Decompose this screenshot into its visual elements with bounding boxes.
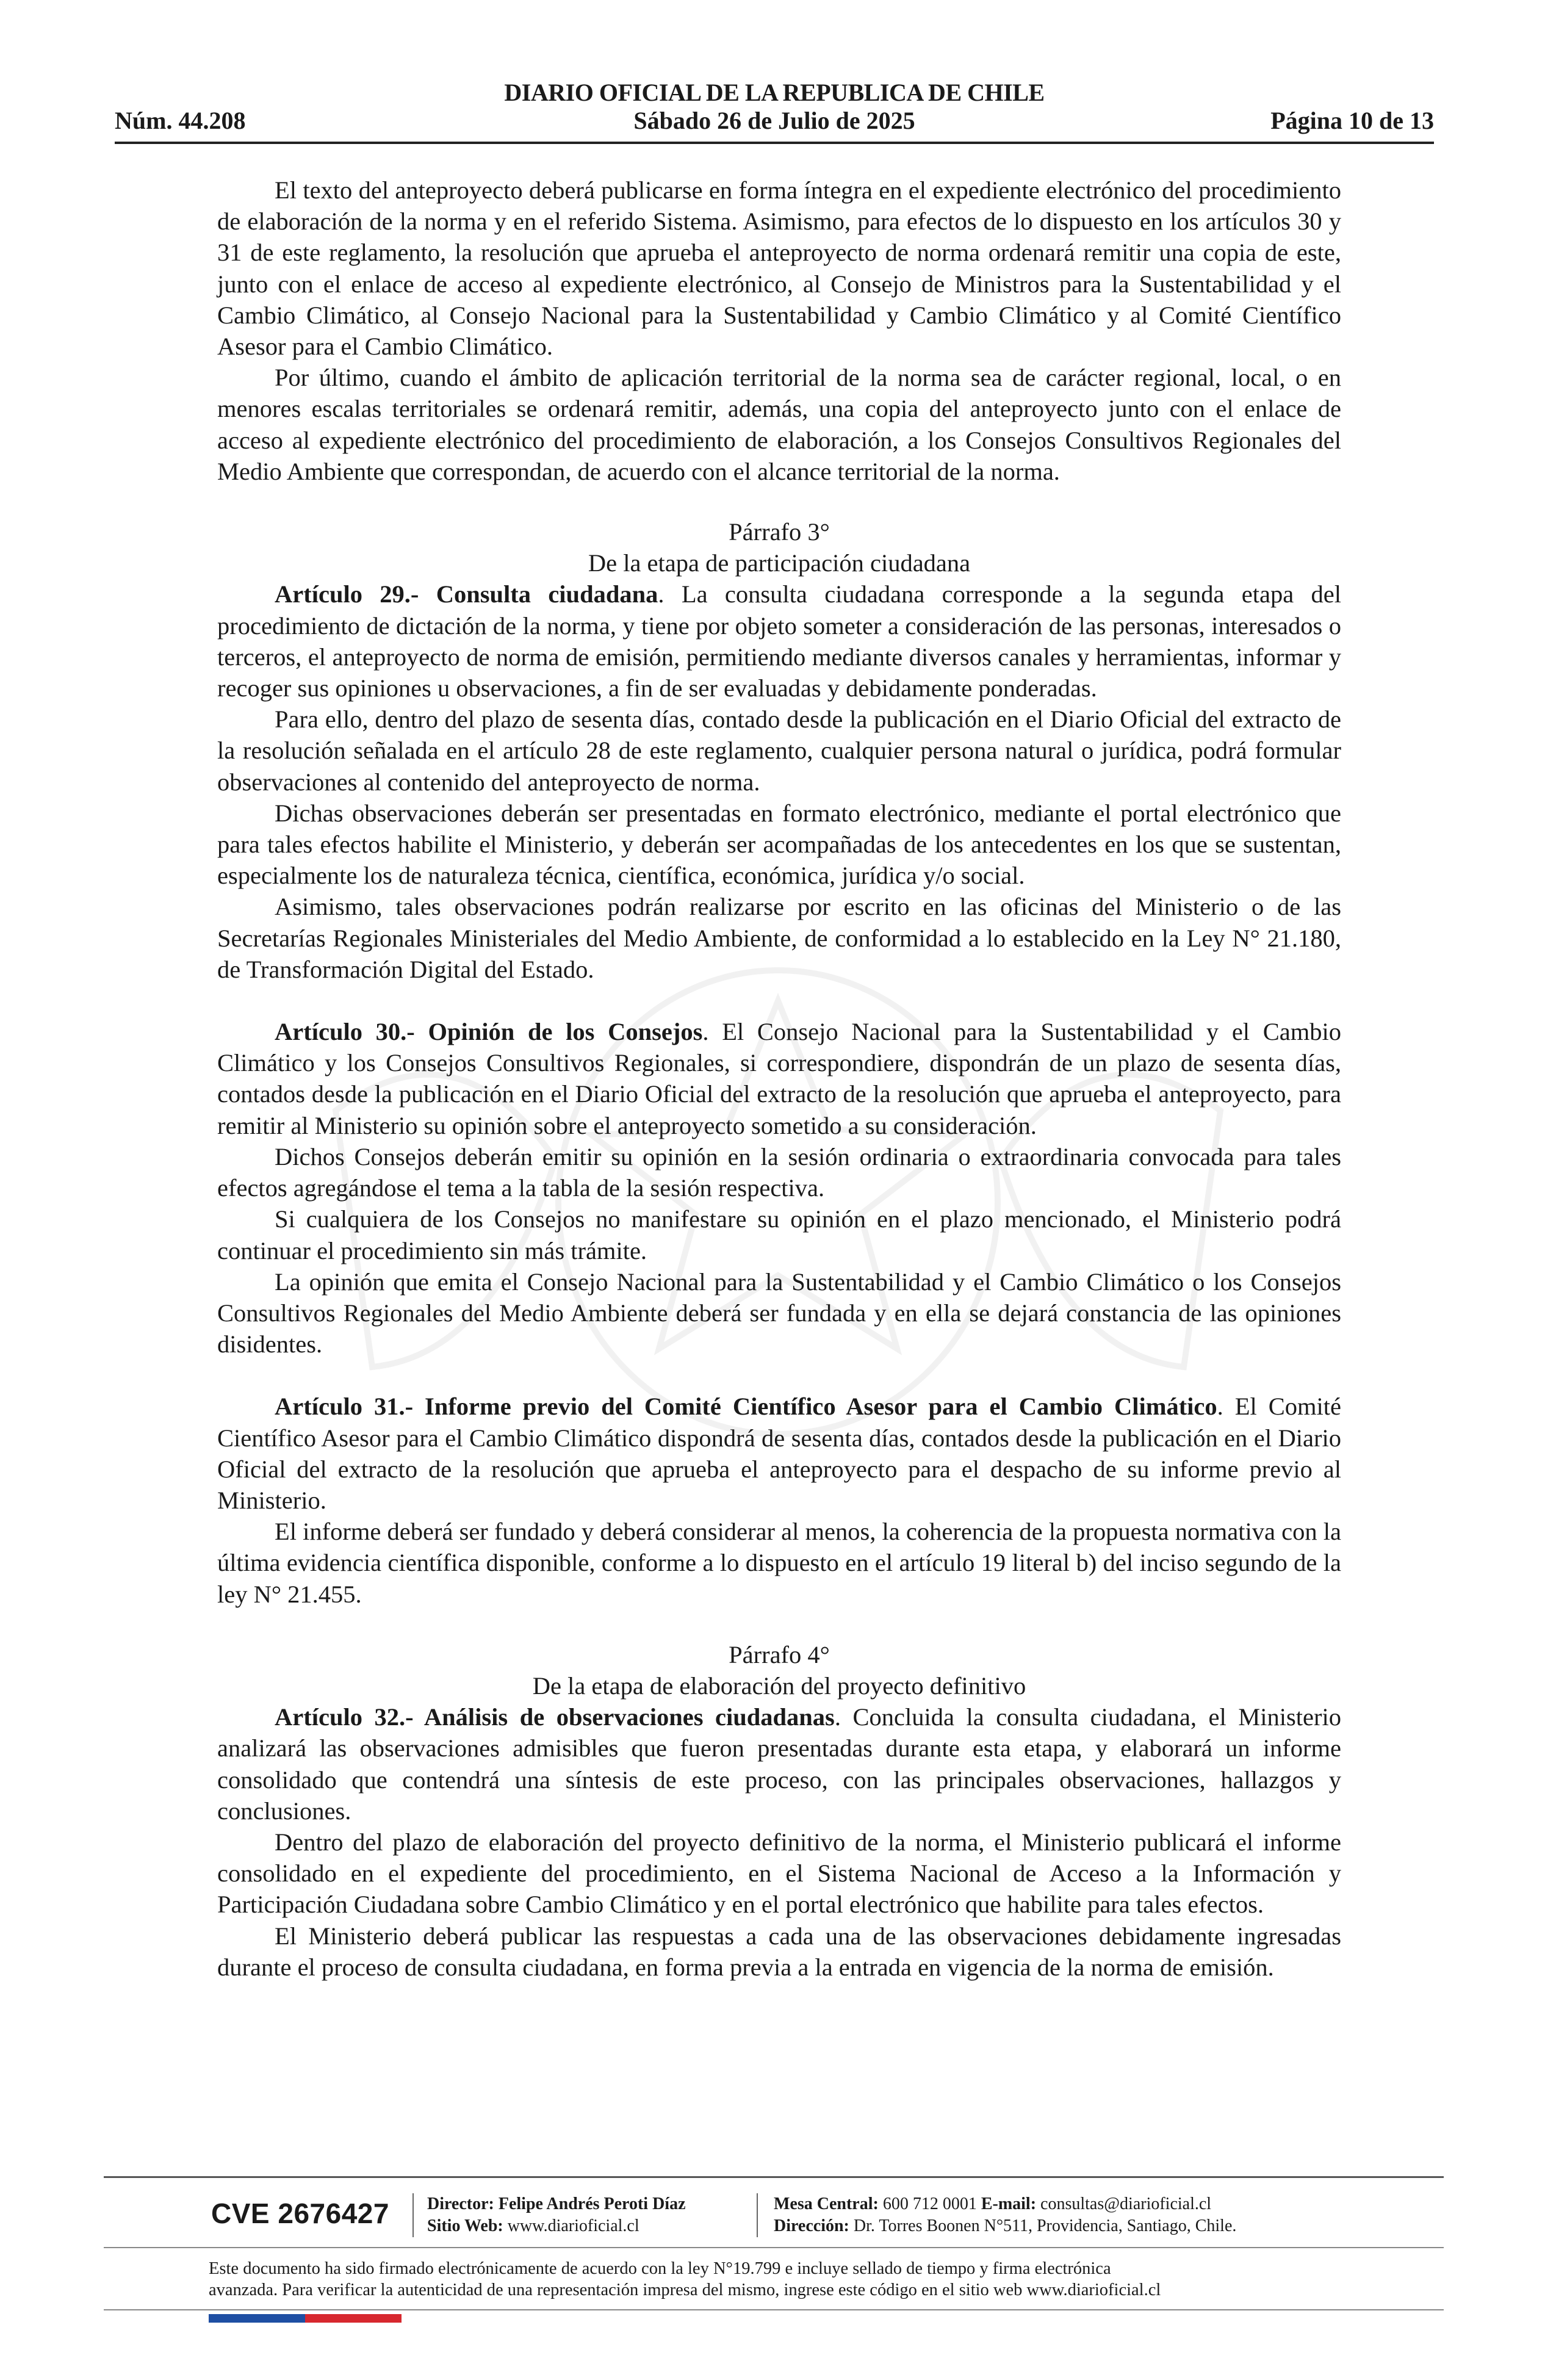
address: Dr. Torres Boonen N°511, Providencia, Santiago, Chile. — [853, 2216, 1237, 2235]
issue-date: Sábado 26 de Julio de 2025 — [633, 107, 915, 134]
article-paragraph: Artículo 31.- Informe previo del Comité Científico Asesor para el Cambio Climático. El Comité Científico Asesor para el Cambio Climático dispondrá de sesenta días, contados desde la publicación en el Diario Oficial del extracto de la resolución que aprueba el anteproyecto para el despacho de su informe previo al Ministerio. — [217, 1393, 1341, 1514]
header-divider — [115, 142, 1434, 144]
paragraph: La opinión que emita el Consejo Nacional para la Sustentabilidad y el Cambio Climático o los Consejos Consultivos Regionales del Medio Ambiente deberá ser fundada y en ella se dejará constancia de las opiniones disidentes. — [217, 1268, 1341, 1358]
footer-divider — [104, 2309, 1444, 2310]
section-title: De la etapa de participación ciudadana — [588, 549, 971, 577]
article-title: Artículo 31.- Informe previo del Comité Científico Asesor para el Cambio Climático — [275, 1393, 1217, 1421]
section-heading — [217, 1639, 1341, 1701]
flag-blue-segment — [209, 2314, 305, 2323]
footer-separator — [757, 2193, 758, 2237]
article-title: Artículo 32.- Análisis de observaciones ciudadanas — [275, 1703, 835, 1731]
paragraph: Dichas observaciones deberán ser presentadas en formato electrónico, mediante el portal electrónico que para tales efectos habilite el Ministerio, y deberán ser acompañadas de los antecedentes en los que se sustentan, especialmente los de naturaleza técnica, científica, económica, jurídica y/o social. — [217, 799, 1341, 890]
article-paragraph: Artículo 30.- Opinión de los Consejos. El Consejo Nacional para la Sustentabilidad y el Cambio Climático y los Consejos Consultivos Regionales, si correspondiere, dispondrán de un plazo de sesenta días, contados desde la publicación en el Diario Oficial del extracto de la resolución que aprueba el anteproyecto, para remitir al Ministerio su opinión sobre el anteproyecto sometido a su consideración. — [217, 1018, 1341, 1139]
section-title: De la etapa de elaboración del proyecto definitivo — [532, 1671, 1026, 1700]
paragraph: Si cualquiera de los Consejos no manifestare su opinión en el plazo mencionado, el Ministerio podrá continuar el procedimiento sin más trámite. — [217, 1205, 1341, 1264]
footer-divider — [104, 2247, 1444, 2248]
flag-stripe — [209, 2314, 402, 2323]
paragraph: Dentro del plazo de elaboración del proyecto definitivo de la norma, el Ministerio publicará el informe consolidado en el expediente del procedimiento, en el Sistema Nacional de Acceso a la Información y Participación Ciudadana sobre Cambio Climático y en el portal electrónico que habilite para tales efectos. — [217, 1828, 1341, 1919]
email-link[interactable]: consultas@diarioficial.cl — [1040, 2194, 1212, 2213]
website-link[interactable]: www.diarioficial.cl — [507, 2216, 639, 2235]
footer — [104, 2180, 1444, 2253]
paragraph: Dichos Consejos deberán emitir su opinión en la sesión ordinaria o extraordinaria convocada para tales efectos agregándose el tema a la tabla de la sesión respectiva. — [217, 1142, 1341, 1202]
article-title: Artículo 29.- Consulta ciudadana — [275, 580, 658, 608]
masthead — [115, 73, 1434, 146]
footer-separator — [412, 2193, 414, 2237]
page-indicator: Página 10 de 13 — [1270, 107, 1434, 134]
paragraph: El texto del anteproyecto deberá publicarse en forma íntegra en el expediente electrónico del procedimiento de elaboración de la norma y en el referido Sistema. Asimismo, para efectos de lo dispuesto en los artículos 30 y 31 de este reglamento, la resolución que aprueba el anteproyecto de norma ordenará remitir una copia de este, junto con el enlace de acceso al expediente electrónico, al Consejo de Ministros para la Sustentabilidad y el Cambio Climático, al Consejo Nacional para la Sustentabilidad y Cambio Climático y al Comité Científico Asesor para el Cambio Climático. — [217, 176, 1341, 361]
section-label: Párrafo 3° — [729, 518, 830, 546]
section-label: Párrafo 4° — [729, 1640, 830, 1668]
article-body — [217, 175, 1341, 1983]
article-paragraph: Artículo 29.- Consulta ciudadana. La consulta ciudadana corresponde a la segunda etapa del procedimiento de dictación de la norma, y tiene por objeto someter a consideración de las personas, interesados o terceros, el anteproyecto de norma de emisión, permitiendo mediante diversos canales y herramientas, informar y recoger sus opiniones u observaciones, a fin de ser evaluadas y debidamente ponderadas. — [217, 580, 1342, 702]
paragraph: Asimismo, tales observaciones podrán realizarse por escrito en las oficinas del Ministerio o de las Secretarías Regionales Ministeriales del Medio Ambiente, de conformidad a lo establecido en la Ley N° 21.180, de Transformación Digital del Estado. — [217, 893, 1341, 983]
section-heading — [217, 516, 1341, 579]
footer-director-block: Director: Felipe Andrés Peroti Díaz Sitio Web: www.diarioficial.cl — [427, 2194, 686, 2235]
paragraph: Para ello, dentro del plazo de sesenta días, contado desde la publicación en el Diario Oficial del extracto de la resolución señalada en el artículo 28 de este reglamento, cualquier persona natural o jurídica, podrá formular observaciones al contenido del anteproyecto de norma. — [217, 705, 1341, 796]
issue-number: Núm. 44.208 — [115, 107, 246, 134]
director-name: Felipe Andrés Peroti Díaz — [498, 2194, 686, 2213]
footer-contact-block: Mesa Central: 600 712 0001 E-mail: consultas@diarioficial.cl Dirección: Dr. Torres Boonen N°511, Providencia, Santiago, Chile. — [774, 2194, 1237, 2235]
paragraph: El Ministerio deberá publicar las respuestas a cada una de las observaciones debidamente ingresadas durante el proceso de consulta ciudadana, en forma previa a la entrada en vigencia de la norma de emisión. — [217, 1922, 1341, 1981]
legal-notice: Este documento ha sido firmado electrónicamente de acuerdo con la ley N°19.799 e incluye sellado de tiempo y firma electrónica avanzada. Para verificar la autenticidad de una representación impresa del mismo, ingrese este código en el sitio web www.diarioficial.cl — [209, 2259, 1161, 2299]
flag-red-segment — [305, 2314, 402, 2323]
cve-code: CVE 2676427 — [211, 2198, 389, 2229]
newspaper-title: DIARIO OFICIAL DE LA REPUBLICA DE CHILE — [504, 79, 1045, 106]
paragraph: Por último, cuando el ámbito de aplicación territorial de la norma sea de carácter regional, local, o en menores escalas territoriales se ordenará remitir, además, una copia del anteproyecto junto con el enlace de acceso al expediente electrónico del procedimiento de elaboración, a los Consejos Consultivos Regionales del Medio Ambiente que correspondan, de acuerdo con el alcance territorial de la norma. — [217, 364, 1341, 485]
footer-divider — [104, 2176, 1444, 2178]
paragraph: El informe deberá ser fundado y deberá considerar al menos, la coherencia de la propuesta normativa con la última evidencia científica disponible, conforme a lo dispuesto en el artículo 19 literal b) del inciso segundo de la ley N° 21.455. — [217, 1518, 1341, 1608]
phone-number: 600 712 0001 — [882, 2194, 977, 2213]
article-paragraph: Artículo 32.- Análisis de observaciones ciudadanas. Concluida la consulta ciudadana, el Ministerio analizará las observaciones admisibles que fueron presentadas durante esta etapa, y elaborará un informe consolidado que contendrá una síntesis de este proceso, con las principales observaciones, hallazgos y conclusiones. — [217, 1703, 1341, 1825]
article-title: Artículo 30.- Opinión de los Consejos — [275, 1018, 703, 1046]
